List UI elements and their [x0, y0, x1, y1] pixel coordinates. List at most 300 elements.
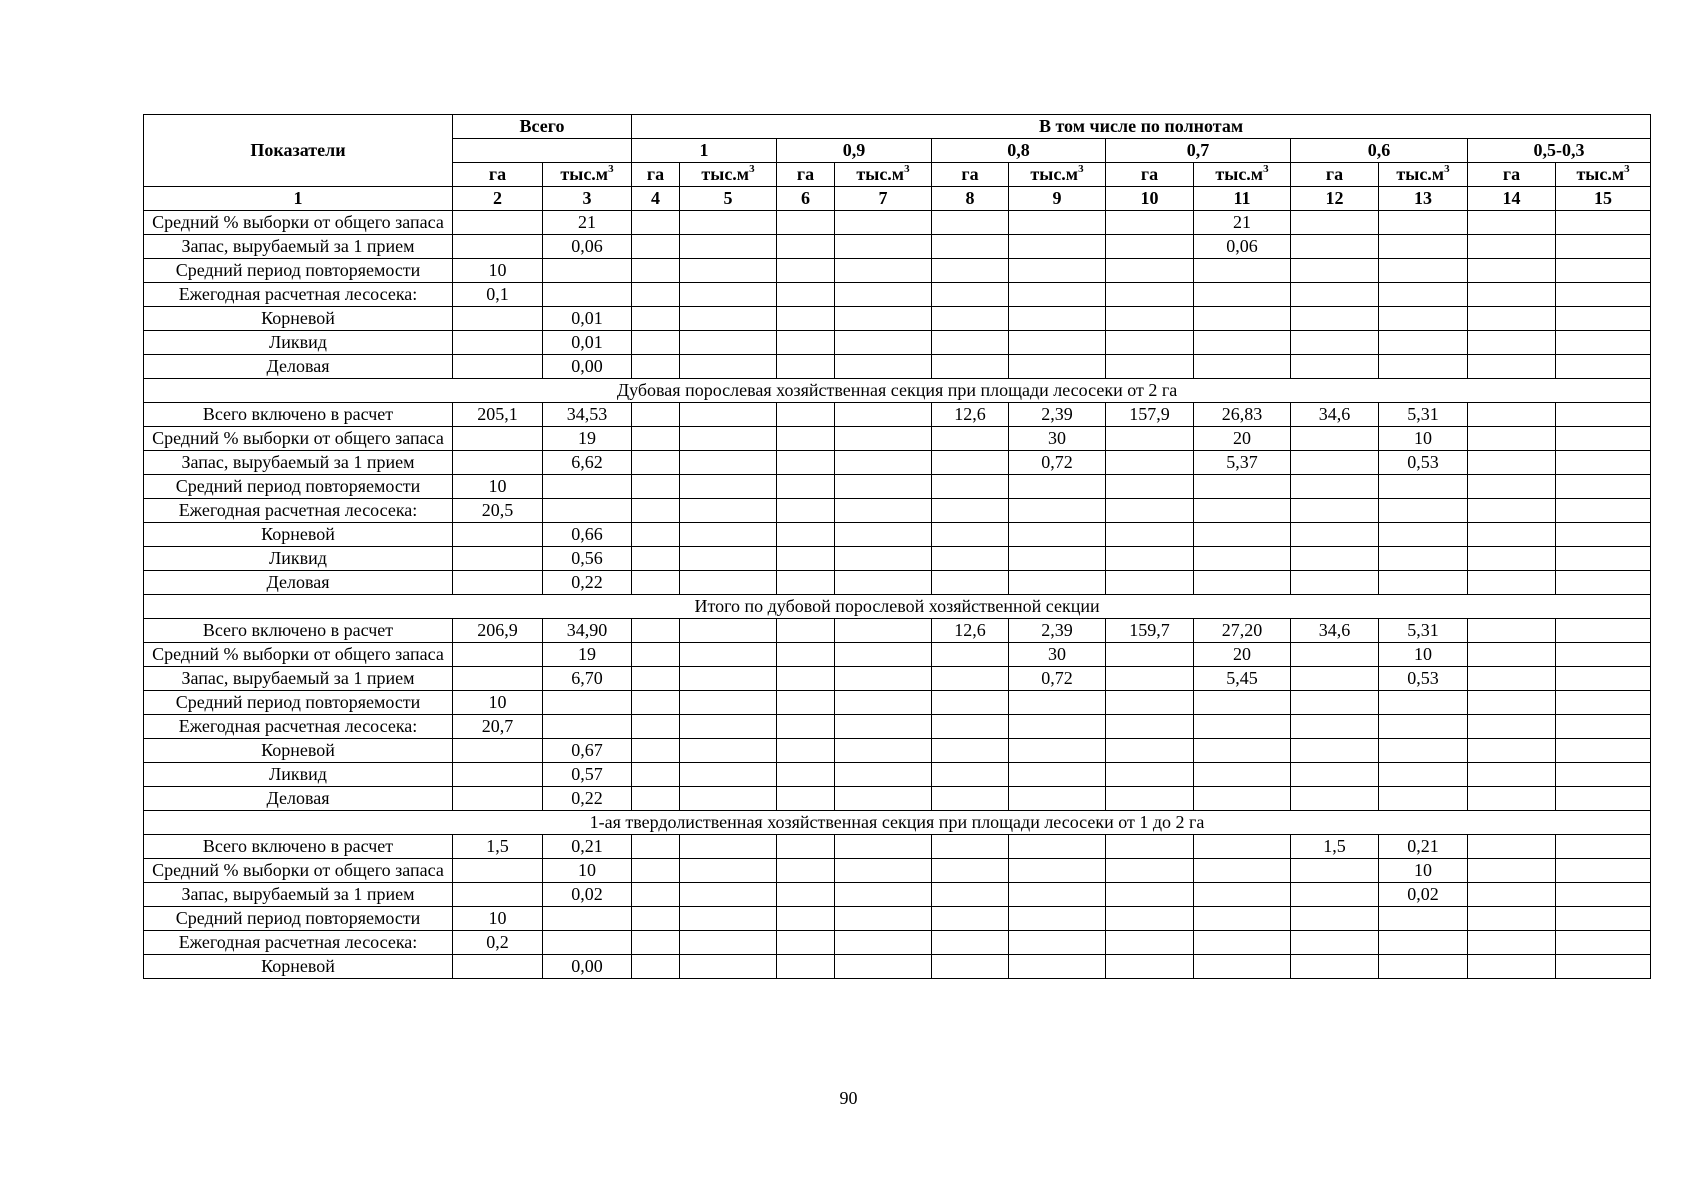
- table-cell: 2,39: [1009, 619, 1106, 643]
- table-cell: [1468, 739, 1556, 763]
- column-number: 15: [1556, 187, 1651, 211]
- row-label: Ликвид: [144, 763, 453, 787]
- table-cell: [1194, 331, 1291, 355]
- table-cell: [1194, 955, 1291, 979]
- table-row: [144, 907, 1651, 931]
- table-cell: [1556, 859, 1651, 883]
- table-cell: [1106, 499, 1194, 523]
- table-cell: [1379, 547, 1468, 571]
- row-label: Корневой: [144, 739, 453, 763]
- table-row: [144, 883, 1651, 907]
- table-cell: [1009, 523, 1106, 547]
- table-cell: [1009, 355, 1106, 379]
- row-label: Корневой: [144, 955, 453, 979]
- row-label: Ликвид: [144, 547, 453, 571]
- unit-volume-text: тыс.м: [1215, 164, 1264, 184]
- table-cell: [1106, 427, 1194, 451]
- table-cell: [1468, 403, 1556, 427]
- table-cell: [835, 667, 932, 691]
- table-cell: [632, 355, 680, 379]
- table-cell: 5,31: [1379, 403, 1468, 427]
- table-cell: [1009, 499, 1106, 523]
- table-cell: 34,6: [1291, 403, 1379, 427]
- table-cell: [1009, 691, 1106, 715]
- table-cell: [1106, 571, 1194, 595]
- row-label: Деловая: [144, 571, 453, 595]
- table-cell: [543, 259, 632, 283]
- row-label: Средний период повторяемости: [144, 907, 453, 931]
- table-cell: [777, 547, 835, 571]
- section-title: 1-ая твердолиственная хозяйственная секция при площади лесосеки от 1 до 2 га: [144, 811, 1651, 835]
- table-cell: 12,6: [932, 403, 1009, 427]
- table-cell: [932, 283, 1009, 307]
- section-row: [144, 595, 1651, 619]
- table-cell: 0,53: [1379, 451, 1468, 475]
- section-title: Дубовая порослевая хозяйственная секция при площади лесосеки от 2 га: [144, 379, 1651, 403]
- row-label: Деловая: [144, 787, 453, 811]
- table-cell: [777, 691, 835, 715]
- row-label: Запас, вырубаемый за 1 прием: [144, 451, 453, 475]
- table-cell: [835, 739, 932, 763]
- table-cell: [632, 475, 680, 499]
- table-header: [144, 115, 1651, 211]
- table-cell: 0,02: [1379, 883, 1468, 907]
- table-cell: [680, 427, 777, 451]
- table-cell: 0,01: [543, 331, 632, 355]
- table-cell: [1291, 787, 1379, 811]
- table-cell: [1009, 883, 1106, 907]
- table-cell: [932, 907, 1009, 931]
- table-row: [144, 475, 1651, 499]
- table-cell: 0,1: [453, 283, 543, 307]
- row-label: Ежегодная расчетная лесосека:: [144, 499, 453, 523]
- table-cell: [680, 259, 777, 283]
- table-cell: 10: [453, 475, 543, 499]
- table-cell: [1106, 907, 1194, 931]
- table-cell: [932, 547, 1009, 571]
- table-cell: [1556, 283, 1651, 307]
- table-cell: [1194, 835, 1291, 859]
- table-cell: 0,21: [1379, 835, 1468, 859]
- table-cell: [453, 955, 543, 979]
- row-label: Ликвид: [144, 331, 453, 355]
- table-cell: [1106, 739, 1194, 763]
- table-cell: [632, 523, 680, 547]
- table-cell: [632, 643, 680, 667]
- unit-volume-header: [1009, 163, 1106, 187]
- table-cell: [1468, 715, 1556, 739]
- table-cell: [835, 235, 932, 259]
- table-cell: [1291, 475, 1379, 499]
- table-cell: [1379, 211, 1468, 235]
- density-header: 0,6: [1291, 139, 1468, 163]
- table-cell: [1291, 907, 1379, 931]
- table-cell: 0,21: [543, 835, 632, 859]
- table-cell: [777, 499, 835, 523]
- table-body: [144, 211, 1651, 979]
- table-cell: [932, 211, 1009, 235]
- column-number: 5: [680, 187, 777, 211]
- table-cell: [1106, 211, 1194, 235]
- table-cell: [1468, 667, 1556, 691]
- table-cell: [632, 715, 680, 739]
- unit-volume-header: [543, 163, 632, 187]
- column-number: 11: [1194, 187, 1291, 211]
- table-cell: [1379, 331, 1468, 355]
- table-cell: [632, 331, 680, 355]
- table-cell: 205,1: [453, 403, 543, 427]
- table-row: [144, 787, 1651, 811]
- table-cell: [1009, 547, 1106, 571]
- table-cell: [1379, 283, 1468, 307]
- table-cell: [1556, 907, 1651, 931]
- table-cell: [1009, 259, 1106, 283]
- by-density-header: В том числе по полнотам: [632, 115, 1651, 139]
- column-number: 6: [777, 187, 835, 211]
- table-cell: [1468, 907, 1556, 931]
- table-cell: [932, 835, 1009, 859]
- table-cell: [680, 691, 777, 715]
- column-number: 12: [1291, 187, 1379, 211]
- table-cell: [777, 931, 835, 955]
- table-cell: [1379, 715, 1468, 739]
- table-cell: [453, 523, 543, 547]
- table-cell: [1106, 355, 1194, 379]
- table-cell: [632, 787, 680, 811]
- table-cell: [1556, 259, 1651, 283]
- table-row: [144, 619, 1651, 643]
- table-cell: [632, 835, 680, 859]
- table-cell: [777, 307, 835, 331]
- row-label: Средний % выборки от общего запаса: [144, 643, 453, 667]
- table-cell: [1194, 475, 1291, 499]
- table-cell: [777, 955, 835, 979]
- table-cell: [1291, 763, 1379, 787]
- table-cell: [1379, 763, 1468, 787]
- row-label: Запас, вырубаемый за 1 прием: [144, 667, 453, 691]
- table-cell: [1291, 667, 1379, 691]
- table-cell: [1291, 955, 1379, 979]
- table-cell: 10: [453, 259, 543, 283]
- table-cell: [680, 667, 777, 691]
- table-cell: [680, 403, 777, 427]
- table-cell: 30: [1009, 643, 1106, 667]
- table-cell: [632, 859, 680, 883]
- table-cell: [1468, 259, 1556, 283]
- row-label: Всего включено в расчет: [144, 403, 453, 427]
- table-cell: [1106, 931, 1194, 955]
- table-cell: [1556, 307, 1651, 331]
- table-cell: [1468, 427, 1556, 451]
- table-row: [144, 763, 1651, 787]
- total-header: Всего: [453, 115, 632, 139]
- table-cell: 30: [1009, 427, 1106, 451]
- column-number: 9: [1009, 187, 1106, 211]
- section-title: Итого по дубовой порослевой хозяйственной секции: [144, 595, 1651, 619]
- column-number: 4: [632, 187, 680, 211]
- table-cell: [1556, 691, 1651, 715]
- table-cell: [680, 235, 777, 259]
- table-row: [144, 331, 1651, 355]
- table-cell: [453, 355, 543, 379]
- table-row: [144, 547, 1651, 571]
- table-cell: [1106, 691, 1194, 715]
- table-cell: 19: [543, 427, 632, 451]
- table-cell: [1556, 763, 1651, 787]
- table-cell: 21: [1194, 211, 1291, 235]
- table-cell: [1106, 475, 1194, 499]
- column-number-row: [144, 187, 1651, 211]
- table-row: [144, 451, 1651, 475]
- table-cell: [932, 859, 1009, 883]
- table-cell: [932, 307, 1009, 331]
- table-cell: [777, 523, 835, 547]
- density-header: 0,9: [777, 139, 932, 163]
- table-cell: [1556, 403, 1651, 427]
- table-cell: [835, 283, 932, 307]
- table-cell: [1291, 451, 1379, 475]
- row-label: Средний период повторяемости: [144, 691, 453, 715]
- table-cell: [1106, 859, 1194, 883]
- table-row: [144, 523, 1651, 547]
- unit-volume-header: [1379, 163, 1468, 187]
- table-cell: [632, 907, 680, 931]
- row-label: Ежегодная расчетная лесосека:: [144, 715, 453, 739]
- table-cell: [1556, 235, 1651, 259]
- table-row: [144, 427, 1651, 451]
- table-cell: [1106, 523, 1194, 547]
- table-cell: [1556, 883, 1651, 907]
- table-cell: [453, 571, 543, 595]
- table-cell: [1291, 259, 1379, 283]
- table-cell: [453, 235, 543, 259]
- table-cell: [1291, 547, 1379, 571]
- table-cell: [835, 763, 932, 787]
- row-label: Средний % выборки от общего запаса: [144, 859, 453, 883]
- table-cell: 10: [1379, 859, 1468, 883]
- table-cell: [543, 475, 632, 499]
- table-cell: [632, 235, 680, 259]
- table-cell: [1106, 547, 1194, 571]
- table-cell: [932, 523, 1009, 547]
- table-cell: [453, 667, 543, 691]
- table-cell: [1194, 715, 1291, 739]
- row-label: Корневой: [144, 523, 453, 547]
- row-label: Деловая: [144, 355, 453, 379]
- table-cell: 20: [1194, 643, 1291, 667]
- table-cell: [1106, 451, 1194, 475]
- table-cell: [932, 427, 1009, 451]
- table-cell: [777, 787, 835, 811]
- table-cell: [1556, 475, 1651, 499]
- table-cell: [835, 499, 932, 523]
- table-cell: [1468, 763, 1556, 787]
- page-number: 90: [839, 1088, 858, 1108]
- table-cell: [835, 715, 932, 739]
- table-cell: 0,72: [1009, 667, 1106, 691]
- table-cell: [932, 331, 1009, 355]
- table-cell: [453, 883, 543, 907]
- table-cell: [680, 331, 777, 355]
- table-cell: [1468, 883, 1556, 907]
- table-cell: 5,31: [1379, 619, 1468, 643]
- table-cell: [1468, 235, 1556, 259]
- table-cell: [1009, 931, 1106, 955]
- table-row: [144, 259, 1651, 283]
- table-cell: [543, 931, 632, 955]
- table-cell: [680, 451, 777, 475]
- table-cell: [680, 307, 777, 331]
- table-cell: [453, 547, 543, 571]
- table-cell: [1379, 235, 1468, 259]
- table-cell: 27,20: [1194, 619, 1291, 643]
- table-cell: 157,9: [1106, 403, 1194, 427]
- table-cell: [1009, 763, 1106, 787]
- table-cell: [632, 283, 680, 307]
- unit-ha-header: га: [1291, 163, 1379, 187]
- table-cell: [777, 283, 835, 307]
- table-cell: 20: [1194, 427, 1291, 451]
- table-cell: [1468, 571, 1556, 595]
- unit-volume-text: тыс.м: [560, 164, 609, 184]
- table-cell: [932, 475, 1009, 499]
- table-cell: [777, 883, 835, 907]
- table-cell: [835, 427, 932, 451]
- table-cell: [543, 499, 632, 523]
- table-cell: [1106, 763, 1194, 787]
- table-cell: 19: [543, 643, 632, 667]
- table-cell: [453, 859, 543, 883]
- table-cell: 20,5: [453, 499, 543, 523]
- row-label: Средний период повторяемости: [144, 259, 453, 283]
- table-cell: [1009, 307, 1106, 331]
- table-cell: [1468, 475, 1556, 499]
- table-cell: [543, 283, 632, 307]
- table-cell: 10: [453, 691, 543, 715]
- table-cell: [1194, 883, 1291, 907]
- table-cell: [1556, 427, 1651, 451]
- table-cell: [1194, 259, 1291, 283]
- table-cell: [1468, 955, 1556, 979]
- table-cell: [835, 955, 932, 979]
- table-row: [144, 859, 1651, 883]
- table-row: [144, 403, 1651, 427]
- table-row: [144, 955, 1651, 979]
- table-cell: 1,5: [1291, 835, 1379, 859]
- table-cell: [1291, 331, 1379, 355]
- table-cell: 12,6: [932, 619, 1009, 643]
- table-cell: [680, 211, 777, 235]
- table-row: [144, 667, 1651, 691]
- table-cell: 0,22: [543, 571, 632, 595]
- table-cell: [932, 931, 1009, 955]
- table-cell: [1468, 499, 1556, 523]
- density-header: 0,7: [1106, 139, 1291, 163]
- row-label: Всего включено в расчет: [144, 835, 453, 859]
- table-row: [144, 307, 1651, 331]
- table-cell: [1009, 739, 1106, 763]
- table-cell: [777, 451, 835, 475]
- table-cell: [1556, 931, 1651, 955]
- table-cell: 206,9: [453, 619, 543, 643]
- unit-volume-superscript: 3: [1444, 163, 1450, 175]
- table-cell: [1194, 691, 1291, 715]
- table-cell: 0,56: [543, 547, 632, 571]
- unit-volume-superscript: 3: [904, 163, 910, 175]
- table-cell: [1468, 211, 1556, 235]
- table-cell: 0,00: [543, 355, 632, 379]
- table-cell: [680, 907, 777, 931]
- table-cell: [632, 739, 680, 763]
- table-cell: [1009, 283, 1106, 307]
- table-cell: [1379, 355, 1468, 379]
- table-cell: [1009, 571, 1106, 595]
- table-cell: [680, 763, 777, 787]
- table-cell: [1556, 643, 1651, 667]
- table-row: [144, 571, 1651, 595]
- table-cell: [932, 499, 1009, 523]
- table-cell: [932, 787, 1009, 811]
- table-cell: [1106, 883, 1194, 907]
- table-cell: [632, 691, 680, 715]
- unit-volume-header: [1556, 163, 1651, 187]
- density-header: 0,5-0,3: [1468, 139, 1651, 163]
- row-label: Ежегодная расчетная лесосека:: [144, 283, 453, 307]
- table-cell: [932, 235, 1009, 259]
- table-cell: 26,83: [1194, 403, 1291, 427]
- table-cell: [1194, 355, 1291, 379]
- table-cell: [543, 715, 632, 739]
- table-cell: [1106, 835, 1194, 859]
- table-cell: [835, 475, 932, 499]
- table-cell: [1291, 499, 1379, 523]
- table-row: [144, 715, 1651, 739]
- table-cell: 20,7: [453, 715, 543, 739]
- table-cell: [1468, 643, 1556, 667]
- table-cell: [1379, 955, 1468, 979]
- table-cell: [1106, 307, 1194, 331]
- density-header: 0,8: [932, 139, 1106, 163]
- section-row: [144, 811, 1651, 835]
- table-cell: [1556, 451, 1651, 475]
- unit-volume-text: тыс.м: [701, 164, 750, 184]
- table-cell: [1009, 235, 1106, 259]
- unit-ha-header: га: [932, 163, 1009, 187]
- table-cell: [1468, 859, 1556, 883]
- unit-volume-header: [835, 163, 932, 187]
- table-cell: [1009, 715, 1106, 739]
- table-cell: [1468, 451, 1556, 475]
- indicators-header: Показатели: [144, 115, 453, 187]
- table-cell: [680, 355, 777, 379]
- table-cell: 0,00: [543, 955, 632, 979]
- table-cell: [453, 211, 543, 235]
- table-cell: [777, 835, 835, 859]
- table-cell: [680, 883, 777, 907]
- table-row: [144, 211, 1651, 235]
- table-row: [144, 355, 1651, 379]
- table-cell: 10: [1379, 643, 1468, 667]
- table-cell: [1468, 619, 1556, 643]
- table-row: [144, 499, 1651, 523]
- table-cell: [1194, 787, 1291, 811]
- column-number: 8: [932, 187, 1009, 211]
- table-cell: [632, 259, 680, 283]
- unit-volume-header: [680, 163, 777, 187]
- table-cell: 0,53: [1379, 667, 1468, 691]
- table-cell: [1556, 787, 1651, 811]
- unit-ha-header: га: [777, 163, 835, 187]
